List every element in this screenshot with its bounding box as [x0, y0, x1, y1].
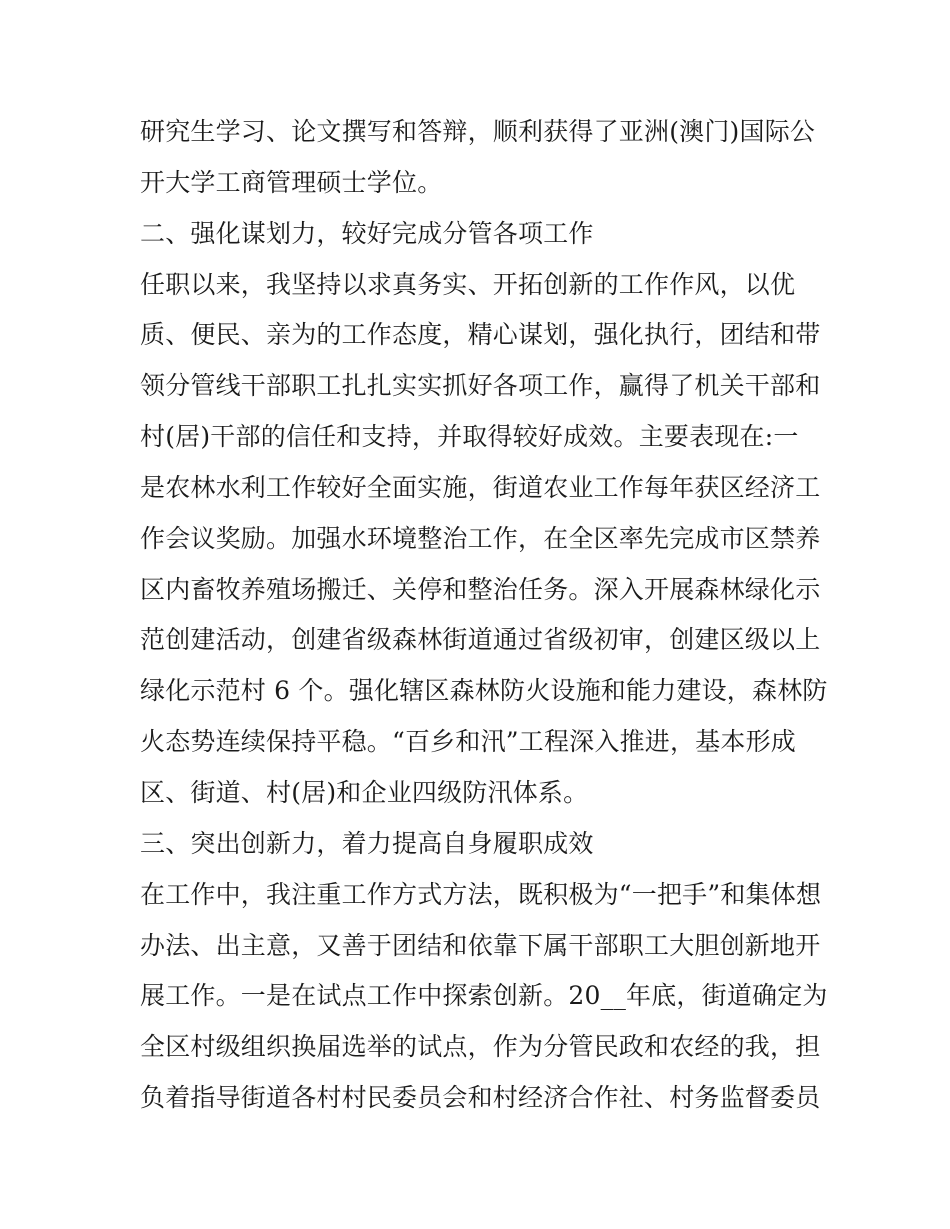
- text-line: 是农林水利工作较好全面实施，街道农业工作每年获区经济工: [140, 472, 821, 502]
- text-line: 展工作。一是在试点工作中探索创新。20__年底，街道确定为: [140, 981, 828, 1011]
- text-line: 领分管线干部职工扎扎实实抓好各项工作，赢得了机关干部和: [140, 371, 821, 401]
- text-line: 在工作中，我注重工作方式方法，既积极为“一把手”和集体想: [140, 879, 822, 909]
- text-line: 办法、出主意，又善于团结和依靠下属干部职工大胆创新地开: [140, 930, 821, 960]
- text-line: 开大学工商管理硕士学位。: [140, 167, 443, 197]
- text-line: 绿化示范村 6 个。强化辖区森林防火设施和能力建设，森林防: [140, 676, 828, 706]
- text-line: 研究生学习、论文撰写和答辩，顺利获得了亚洲(澳门)国际公: [140, 117, 816, 146]
- text-line: 区、街道、村(居)和企业四级防汛体系。: [140, 777, 589, 807]
- section-heading: 三、突出创新力，着力提高自身履职成效: [140, 828, 594, 858]
- text-line: 任职以来，我坚持以求真务实、开拓创新的工作作风，以优: [140, 269, 796, 299]
- text-line: 村(居)干部的信任和支持，并取得较好成效。主要表现在:一: [140, 422, 799, 452]
- text-line: 火态势连续保持平稳。“百乡和汛”工程深入推进，基本形成: [140, 727, 796, 757]
- text-line: 全区村级组织换届选举的试点，作为分管民政和农经的我，担: [140, 1032, 821, 1062]
- text-line: 作会议奖励。加强水环境整治工作，在全区率先完成市区禁养: [140, 523, 821, 553]
- section-heading: 二、强化谋划力，较好完成分管各项工作: [140, 218, 594, 248]
- text-line: 质、便民、亲为的工作态度，精心谋划，强化执行，团结和带: [140, 320, 821, 350]
- text-line: 负着指导街道各村村民委员会和村经济合作社、村务监督委员: [140, 1083, 821, 1113]
- text-line: 区内畜牧养殖场搬迁、关停和整治任务。深入开展森林绿化示: [140, 574, 821, 604]
- document-body: [140, 107, 828, 1124]
- text-line: 范创建活动，创建省级森林街道通过省级初审，创建区级以上: [140, 625, 821, 655]
